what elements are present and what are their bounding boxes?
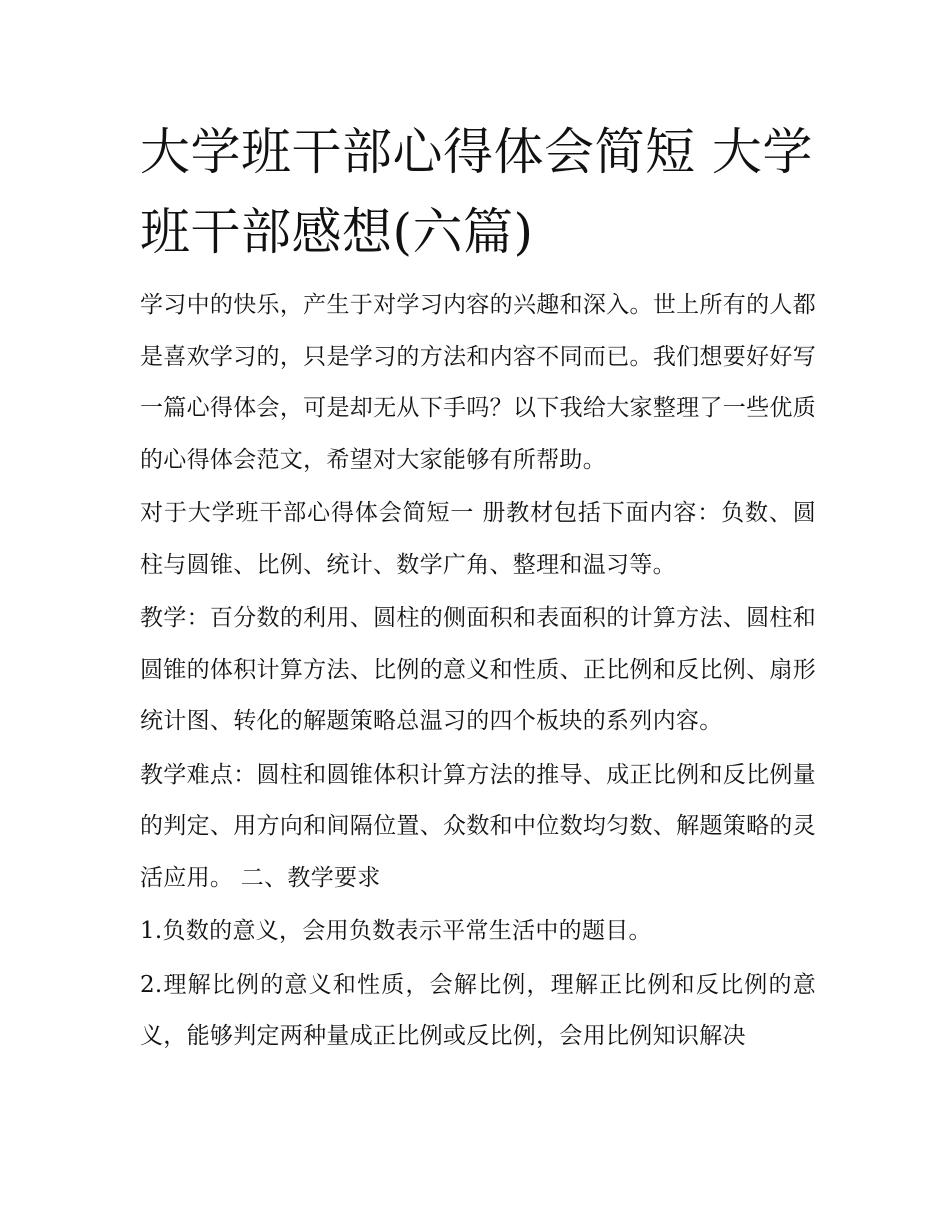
paragraph-content: 对于大学班干部心得体会简短一 册教材包括下面内容：负数、圆柱与圆锥、比例、统计、数学广角、整理和温习等。 <box>140 500 816 578</box>
paragraph-intro: 学习中的快乐，产生于对学习内容的兴趣和深入。世上所有的人都是喜欢学习的，只是学习的方法和内容不同而已。我们想要好好写一篇心得体会，可是却无从下手吗？以下我给大家整理了一些优质的心得体会范文，希望对大家能够有所帮助。 <box>140 292 816 473</box>
paragraph-requirement-2: 2.理解比例的意义和性质，会解比例，理解正比例和反比例的意义，能够判定两种量成正比例或反比例，会用比例知识解决 <box>140 971 816 1049</box>
paragraph-requirement-1: 1.负数的意义，会用负数表示平常生活中的题目。 <box>140 918 652 944</box>
paragraph-teaching: 教学：百分数的利用、圆柱的侧面积和表面积的计算方法、圆柱和圆锥的体积计算方法、比例的意义和性质、正比例和反比例、扇形统计图、转化的解题策略总温习的四个板块的系列内容。 <box>140 605 816 734</box>
document-body <box>140 280 816 1065</box>
paragraph-difficulties: 教学难点：圆柱和圆锥体积计算方法的推导、成正比例和反比例量的判定、用方向和间隔位置、众数和中位数均匀数、解题策略的灵活应用。 二、教学要求 <box>140 761 816 891</box>
document-title: 大学班干部心得体会简短 大学班干部感想(六篇) <box>140 123 813 261</box>
